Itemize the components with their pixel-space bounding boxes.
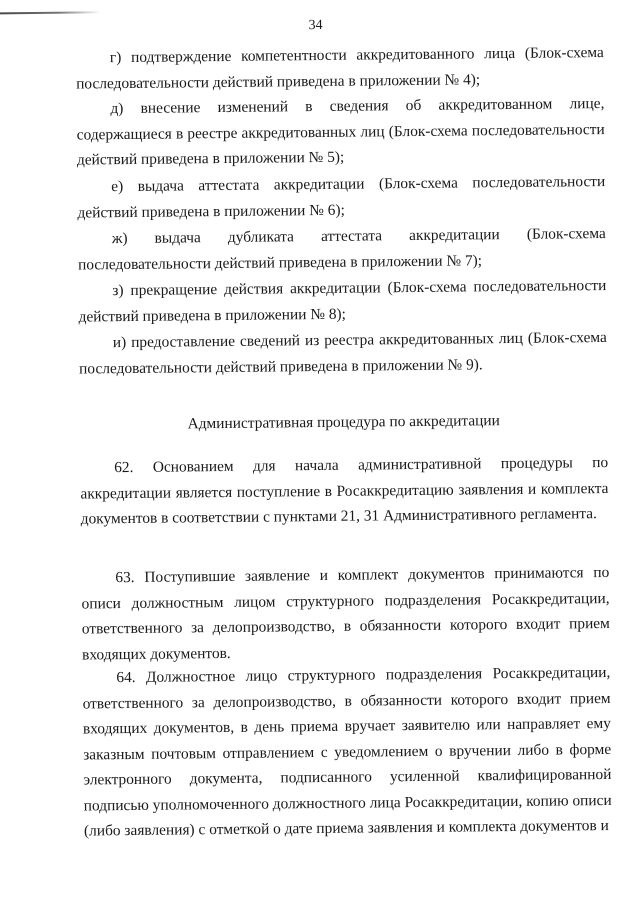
paragraph-62: 62. Основанием для начала административной процедуры по аккредитации является поступление в Росаккредитацию заявления и комплекта документов в соответствии с пунктами 21, 31 Административного регламента. — [80, 453, 609, 528]
page-number: 34 — [308, 17, 323, 34]
list-item-zh: ж) выдача дубликата аттестата аккредитации (Блок-схема последовательности действий приведена в приложении № 7); — [77, 224, 606, 274]
list-item-g: г) подтверждение компетентности аккредитованного лица (Блок-схема последовательности действий приведена в приложении № 4); — [76, 44, 604, 93]
list-item-d: д) внесение изменений в сведения об аккредитованном лице, содержащиеся в реестре аккредитованных лиц (Блок-схема последовательности действий приведена в приложении № 5); — [76, 95, 605, 169]
list-item-z: з) прекращение действия аккредитации (Блок-схема последовательности действий приведена в приложении № 8); — [78, 276, 607, 326]
section-title: Административная процедура по аккредитации — [187, 412, 500, 433]
scan-edge-mark — [0, 11, 100, 14]
list-item-i: и) предоставление сведений из реестра аккредитованных лиц (Блок-схема последовательности действий приведена в приложении № 9). — [79, 328, 607, 378]
paragraph-63: 63. Поступившие заявление и комплект документов принимаются по описи должностным лицом структурного подразделения Росаккредитации, ответственного за делопроизводство, в обязанности которого входит прием входящих документов. — [81, 563, 610, 664]
paragraph-64: 64. Должностное лицо структурного подразделения Росаккредитации, ответственного за делопроизводство, в обязанности которого входит прием входящих документов, в день приема вручает заявителю или направляет ему заказным почтовым отправлением с уведомлением о вручении либо в форме электронного документа, подписанного усиленной квалифицированной подписью уполномоченного должностного лица Росаккредитации, копию описи (либо заявления) с отметкой о дате приема заявления и комплекта документов и — [82, 663, 612, 840]
list-item-e: е) выдача аттестата аккредитации (Блок-схема последовательности действий приведена в приложении № 6); — [77, 172, 606, 222]
